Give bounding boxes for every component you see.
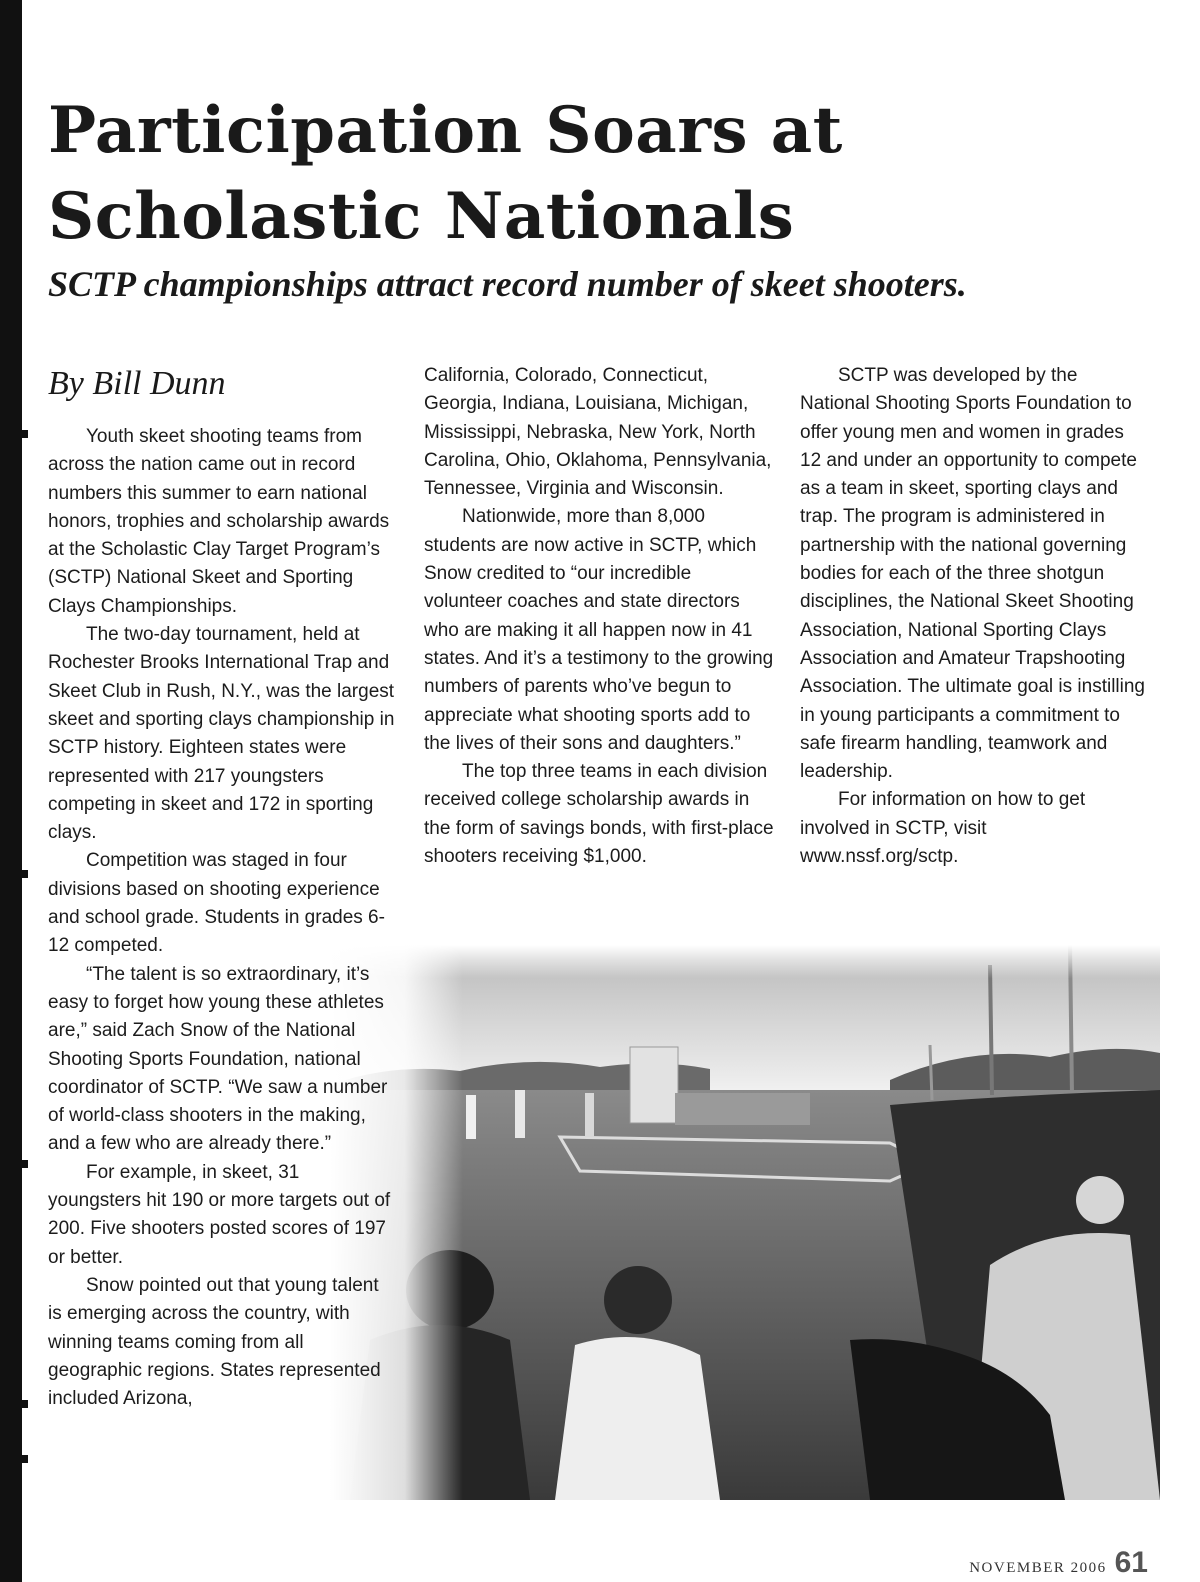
paragraph: Youth skeet shooting teams from across the nation came out in record numbers this summer to earn national honors, trophies and scholarship awards at the Scholastic Clay Target Program’s (SCTP) National Skeet and Sporting Clays Championships. <box>48 426 390 617</box>
paragraph: Nationwide, more than 8,000 students are now active in SCTP, which Snow credited to “our incredible volunteer coaches and state directors who are making it all happen now in 41 states. And it’s a testimony to the growing numbers of parents who’ve begun to appreciate what shooting sports add to the lives of their sons and daughters.” <box>424 506 774 754</box>
paragraph: Competition was staged in four divisions based on shooting experience and school grade. Students in grades 6-12 competed. <box>48 850 385 957</box>
article-column-1 <box>48 423 396 1413</box>
article-column-3 <box>800 362 1150 871</box>
headline-line-1: Participation Soars at <box>48 93 843 168</box>
paragraph: For information on how to get involved in SCTP, visit www.nssf.org/sctp. <box>800 789 1086 868</box>
issue-date: NOVEMBER 2006 <box>969 1560 1107 1576</box>
scan-mark <box>18 1455 28 1463</box>
scan-mark <box>18 1160 28 1168</box>
headline-line-2: Scholastic Nationals <box>48 179 795 254</box>
scan-mark <box>18 430 28 438</box>
scan-mark <box>18 1400 28 1408</box>
article-column-2 <box>424 362 774 871</box>
paragraph: For example, in skeet, 31 youngsters hit 190 or more targets out of 200. Five shooters posted scores of 197 or better. <box>48 1161 391 1268</box>
paragraph: California, Colorado, Connecticut, Georgia, Indiana, Louisiana, Michigan, Mississippi, Nebraska, New York, North Carolina, Ohio, Oklahoma, Pennsylvania, Tennessee, Virginia and Wisconsin. <box>424 365 772 500</box>
page-number: 61 <box>1114 1546 1148 1579</box>
paragraph: Snow pointed out that young talent is emerging across the country, with winning teams coming from all geographic regions. States represented included Arizona, <box>48 1274 381 1410</box>
event-photo <box>330 945 1160 1500</box>
paragraph: SCTP was developed by the National Shooting Sports Foundation to offer young men and women in grades 12 and under an opportunity to compete as a team in skeet, sporting clays and trap. The program is administered in partnership with the national governing bodies for each of the three shotgun disciplines, the National Skeet Shooting Association, National Sporting Clays Association and Amateur Trapshooting Association. The ultimate goal is instilling in young participants a commitment to safe firearm handling, teamwork and leadership. <box>800 365 1145 783</box>
paragraph: The two-day tournament, held at Rochester Brooks International Trap and Skeet Club in Rush, N.Y., was the largest skeet and sporting clays championship in SCTP history. Eighteen states were represented with 217 youngsters competing in skeet and 172 in sporting clays. <box>48 624 395 844</box>
deck-subtitle: SCTP championships attract record number of skeet shooters. <box>48 264 967 304</box>
byline: By Bill Dunn <box>48 365 226 402</box>
paragraph: The top three teams in each division received college scholarship awards in the form of savings bonds, with first-place shooters receiving $1,000. <box>424 761 774 868</box>
headline <box>48 88 1148 260</box>
page-footer <box>969 1546 1148 1580</box>
scan-edge <box>0 0 22 1582</box>
scan-mark <box>18 870 28 878</box>
paragraph: “The talent is so extraordinary, it’s easy to forget how young these athletes are,” said Zach Snow of the National Shooting Sports Foundation, national coordinator of SCTP. “We saw a number of world-class shooters in the making, and a few who are already there.” <box>48 963 388 1155</box>
